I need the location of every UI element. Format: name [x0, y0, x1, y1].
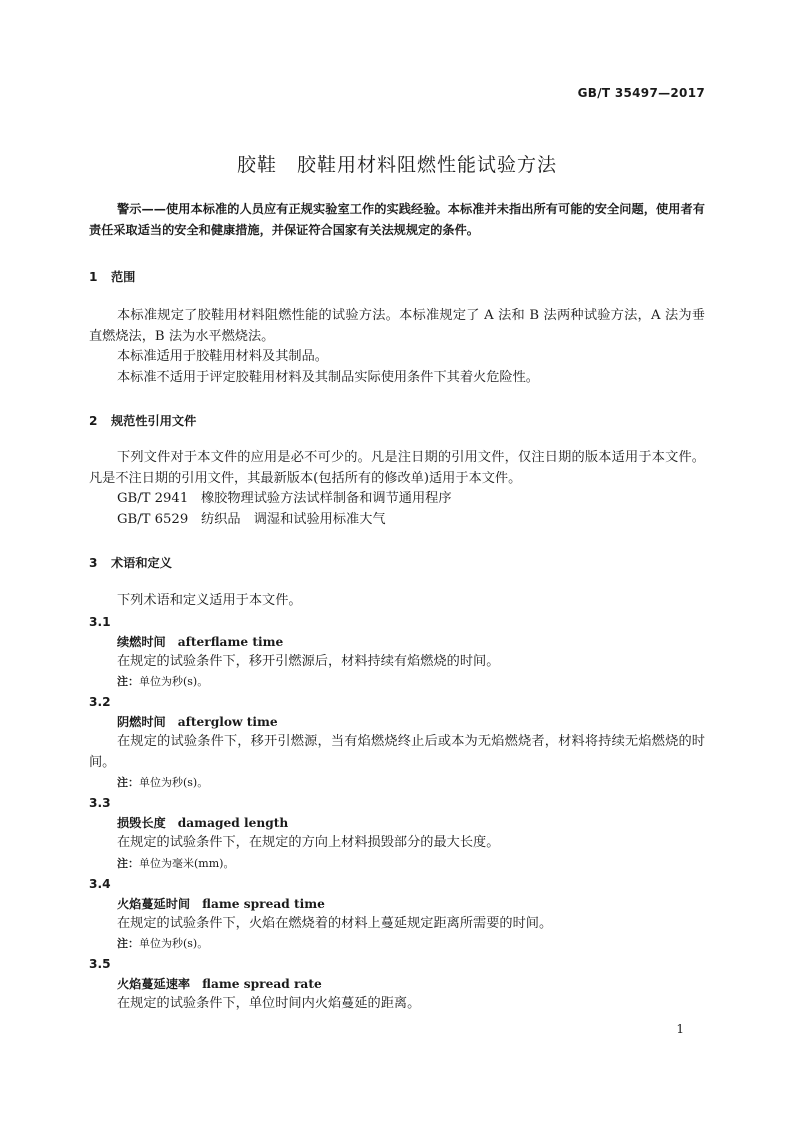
document-body [89, 199, 705, 1015]
section-title: 规范性引用文件 [111, 414, 197, 428]
term-number: 3.4 [89, 876, 111, 891]
section-heading-scope [89, 268, 705, 285]
term-name-en: damaged length [177, 816, 289, 830]
term-definition: 在规定的试验条件下，火焰在燃烧着的材料上蔓延规定距离所需要的时间。 [117, 915, 553, 931]
term-number: 3.5 [89, 957, 111, 971]
term-name [89, 894, 705, 914]
reference-code: GB/T 2941 [117, 491, 189, 506]
term-definition: 在规定的试验条件下，在规定的方向上材料损毁部分的最大长度。 [117, 835, 500, 850]
paragraph: 下列文件对于本文件的应用是必不可少的。凡是注日期的引用文件，仅注日期的版本适用于本文件。凡是不注日期的引用文件，其最新版本(包括所有的修改单)适用于本文件。 [89, 450, 705, 486]
note-text: 单位为秒(s)。 [139, 776, 209, 789]
term-definition: 在规定的试验条件下，移开引燃源，当有焰燃烧终止后或本为无焰燃烧者，材料将持续无焰燃烧的时间。 [89, 734, 705, 770]
term-name [89, 632, 705, 652]
note-text: 单位为毫米(mm)。 [139, 856, 235, 870]
paragraph: 本标准不适用于评定胶鞋用材料及其制品实际使用条件下其着火危险性。 [117, 369, 539, 385]
term-name-en: afterflame time [177, 634, 284, 649]
section-title: 范围 [111, 270, 136, 284]
term-definition: 在规定的试验条件下，单位时间内火焰蔓延的距离。 [117, 996, 421, 1011]
section-number: 1 [89, 270, 98, 284]
note-label: 注： [117, 937, 139, 950]
section-scope-body [89, 306, 705, 388]
term-definition: 在规定的试验条件下，移开引燃源后，材料持续有焰燃烧的时间。 [117, 653, 500, 669]
term-name-zh: 火焰蔓延速率 [117, 977, 191, 991]
document-title: 胶鞋 胶鞋用材料阻燃性能试验方法 [236, 154, 557, 176]
standard-code: GB/T 35497—2017 [577, 86, 705, 100]
term-name [89, 974, 705, 994]
note-text: 单位为秒(s)。 [139, 675, 209, 688]
paragraph: 本标准适用于胶鞋用材料及其制品。 [117, 349, 328, 364]
page-number: 1 [676, 1022, 684, 1036]
section-terms-body [89, 591, 705, 1015]
section-title: 术语和定义 [111, 556, 172, 570]
reference-title: 纺织品 调湿和试验用标准大气 [201, 511, 386, 527]
term-note [89, 934, 705, 954]
term-name-en: afterglow time [177, 715, 278, 729]
note-text: 单位为秒(s)。 [139, 937, 209, 950]
term-number: 3.3 [89, 796, 111, 810]
reference-item [89, 489, 705, 510]
term-name-zh: 火焰蔓延时间 [117, 896, 191, 911]
reference-title: 橡胶物理试验方法试样制备和调节通用程序 [201, 491, 452, 506]
section-references-body [89, 448, 705, 530]
term-note [89, 773, 705, 793]
paragraph: 下列术语和定义适用于本文件。 [117, 593, 302, 608]
term-name-en: flame spread time [202, 896, 325, 911]
term-note [89, 672, 705, 692]
term-note [89, 854, 705, 874]
note-label: 注： [117, 776, 139, 789]
reference-item [89, 510, 705, 531]
section-heading-terms [89, 554, 705, 571]
section-heading-normative-references [89, 412, 705, 429]
note-label: 注： [117, 675, 139, 688]
paragraph: 本标准规定了胶鞋用材料阻燃性能的试验方法。本标准规定了 A 法和 B 法两种试验方法，A 法为垂直燃烧法，B 法为水平燃烧法。 [89, 308, 705, 344]
term-name [89, 712, 705, 732]
term-name-en: flame spread rate [202, 977, 322, 991]
section-number: 2 [89, 414, 98, 428]
term-name-zh: 阴燃时间 [117, 715, 166, 729]
note-label: 注： [117, 856, 139, 870]
term-number: 3.1 [89, 614, 111, 629]
reference-code: GB/T 6529 [117, 511, 189, 527]
term-name-zh: 续燃时间 [117, 634, 166, 649]
term-name-zh: 损毁长度 [117, 816, 166, 830]
warning-paragraph: 警示——使用本标准的人员应有正规实验室工作的实践经验。本标准并未指出所有可能的安全问题，使用者有责任采取适当的安全和健康措施，并保证符合国家有关法规规定的条件。 [89, 202, 705, 237]
term-number: 3.2 [89, 695, 111, 709]
term-name [89, 813, 705, 833]
section-number: 3 [89, 556, 98, 570]
